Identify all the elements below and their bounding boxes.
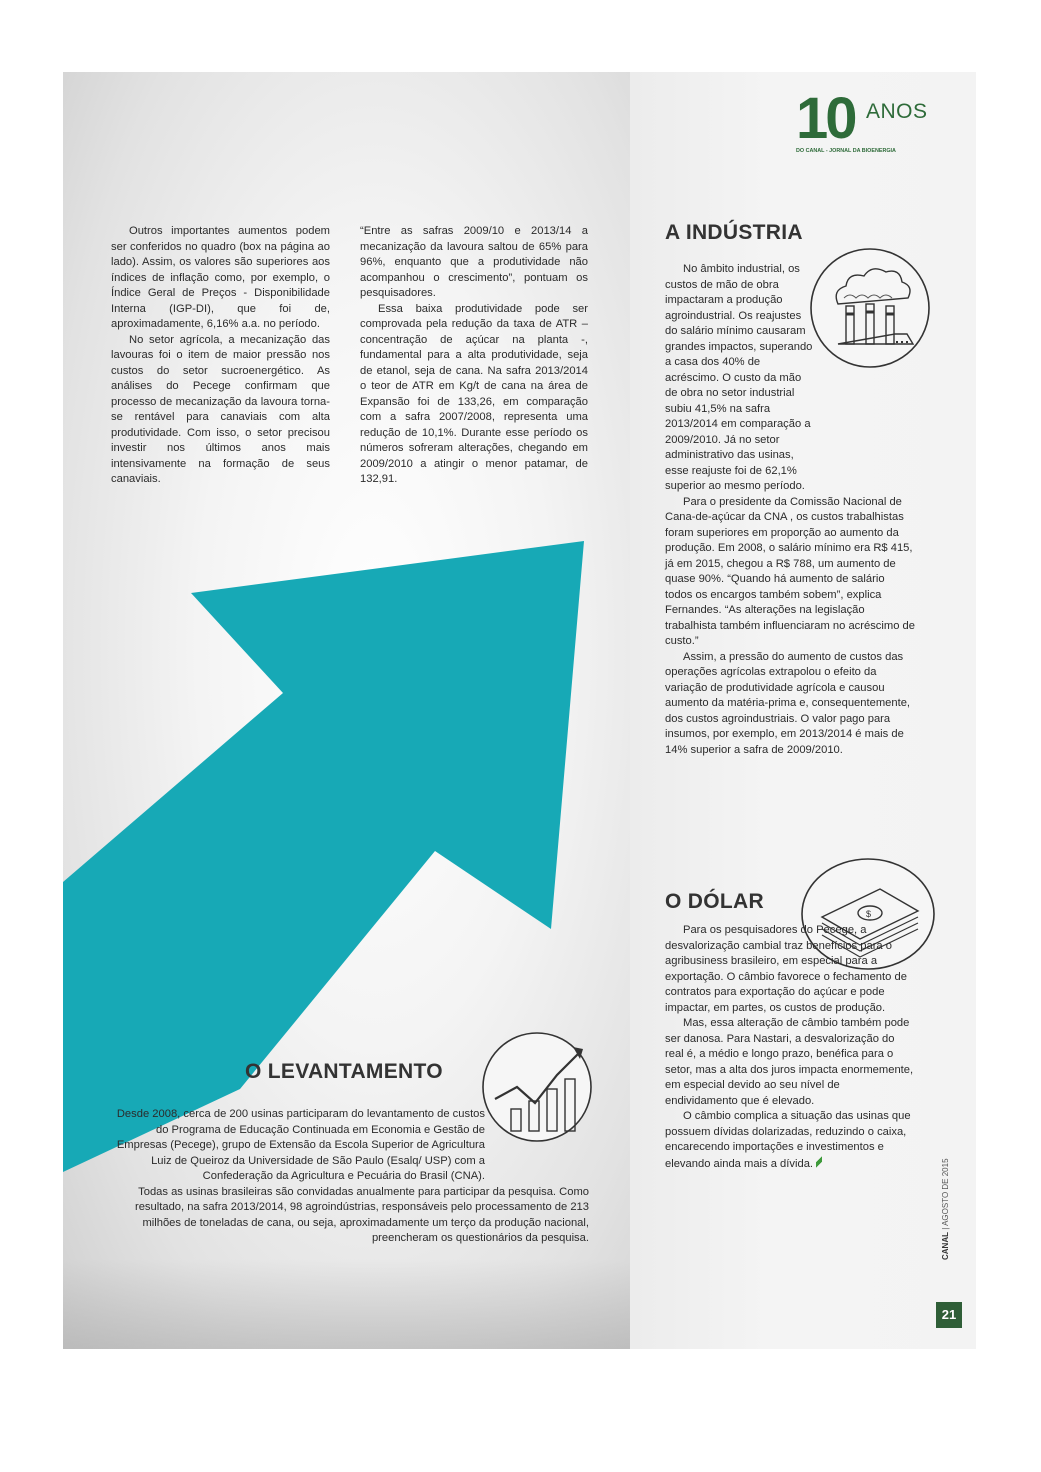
- paragraph: Todas as usinas brasileiras são convidadas anualmente para participar da pesquisa. Como resultado, na safra 2013/2014, 98 agroindústrias, responsáveis pelo processamento de 213 milhões de toneladas de cana, ou seja, aproximadamente um terço da produção nacional, preencheram os questionários da pesquisa.: [134, 1185, 589, 1244]
- paragraph: No âmbito industrial, os custos de mão de obra impactaram a produção agroindustrial. Os reajustes do salário mínimo causaram grandes impactos, superando a casa dos 40% de acréscimo. O custo da mão de obra no setor industrial subiu 41,5% na safra 2013/2014 em comparação a 2009/2010. Já no setor administrativo das usinas, esse reajuste foi de 62,1% superior ao mesmo período.: [665, 263, 813, 492]
- paragraph: Outros importantes aumentos podem ser conferidos no quadro (box na página ao lado). Assim, os valores são superiores aos índices de inflação como, por exemplo, o Índice Geral de Preços - Disponibilidade Interna (IGP-DI), que foi de, aproximadamente, 6,16% a.a. no período.: [111, 225, 330, 330]
- section-heading-levantamento: O LEVANTAMENTO: [245, 1060, 443, 1083]
- paragraph: Para os pesquisadores do Pecege, a desvalorização cambial traz benefícios para o agribusiness brasileiro, em especial para a exportação. O câmbio favorece o fechamento de contratos para exportação do açúcar e pode impactar, em partes, os custos de produção.: [665, 924, 907, 1014]
- paragraph: Mas, essa alteração de câmbio também pode ser danosa. Para Nastari, a desvalorização do real é, a médio e longo prazo, benéfica para o setor, mas a alta dos juros impacta enormemente, em especial devido ao seu nível de endividamento que é elevado.: [665, 1017, 914, 1107]
- section-heading-industria: A INDÚSTRIA: [665, 221, 803, 244]
- section-heading-dolar: O DÓLAR: [665, 890, 764, 913]
- brand-name: CANAL: [941, 1232, 950, 1260]
- logo-word: ANOS: [866, 100, 928, 123]
- dolar-body: [665, 923, 915, 1172]
- magazine-page: [63, 72, 976, 1349]
- logo-subtitle: DO CANAL - JORNAL DA BIOENERGIA: [796, 148, 896, 154]
- issue-caption: CANAL | AGOSTO DE 2015: [941, 1158, 950, 1260]
- industria-body: [665, 262, 915, 758]
- paragraph: “Entre as safras 2009/10 e 2013/14 a mecanização da lavoura saltou de 65% para 96%, enquanto que a produtividade não acompanhou o crescimento”, pontuam os pesquisadores.: [360, 225, 588, 299]
- paragraph: Para o presidente da Comissão Nacional de Cana-de-açúcar da CNA , os custos trabalhistas foram superiores em proporção ao aumento da produção. Em 2008, o salário mínimo era R$ 415, já em 2015, chegou a R$ 788, um aumento de quase 90%. “Quando há aumento de salário todos os encargos também sobem”, explica Fernandes. “As alterações na legislação trabalhista também influenciaram no acréscimo de custo.”: [665, 495, 915, 647]
- leaf-pen-icon: [816, 1156, 822, 1168]
- ten-years-logo: [796, 86, 956, 160]
- logo-number: 10: [796, 86, 855, 151]
- paragraph: O câmbio complica a situação das usinas que possuem dívidas dolarizadas, reduzindo o caixa, encarecendo importações e investimentos e elevando ainda mais a dívida.: [665, 1110, 911, 1170]
- paragraph: Desde 2008, cerca de 200 usinas participaram do levantamento de custos do Programa de Educação Continuada em Economia e Gestão de Empresas (Pecege), grupo de Extensão da Escola Superior de Agricultura Luiz de Queiroz da Universidade de São Paulo (Esalq/ USP) com a Confederação da Agricultura e Pecuária do Brasil (CNA).: [116, 1108, 485, 1182]
- article-column-1: [111, 224, 330, 488]
- levantamento-body: [115, 1107, 589, 1247]
- article-column-2: [360, 224, 588, 488]
- paragraph: Assim, a pressão do aumento de custos das operações agrícolas extrapolou o efeito da variação de produtividade agrícola e causou aumento da matéria-prima e, consequentemente, dos custos agroindustriais. O valor pago para insumos, por exemplo, em 2013/2014 é mais de 14% superior a safra de 2009/2010.: [665, 650, 911, 756]
- paragraph: No setor agrícola, a mecanização das lavouras foi o item de maior pressão nos custos do setor sucroenergético. As análises do Pecege confirmam que processo de mecanização da lavoura torna-se rentável para canaviais com alta produtividade. Com isso, o setor precisou investir nos últimos anos mais intensivamente na formação de seus canaviais.: [111, 333, 330, 485]
- page-number: 21: [936, 1302, 962, 1328]
- issue-date: AGOSTO DE 2015: [941, 1158, 950, 1226]
- paragraph: Essa baixa produtividade pode ser comprovada pela redução da taxa de ATR – concentração de açúcar na planta -, fundamental para a alta produtividade, seja de etanol, seja de cana. Na safra 2013/2014 o teor de ATR em Kg/t de cana na área de Expansão foi de 133,26, em comparação com a safra 2007/2008, representa uma redução de 10,1%. Durante esse período os números sofreram alterações, chegando em 2009/2010 a atingir o menor patamar, de 132,91.: [360, 302, 588, 485]
- svg-text:$: $: [866, 909, 872, 919]
